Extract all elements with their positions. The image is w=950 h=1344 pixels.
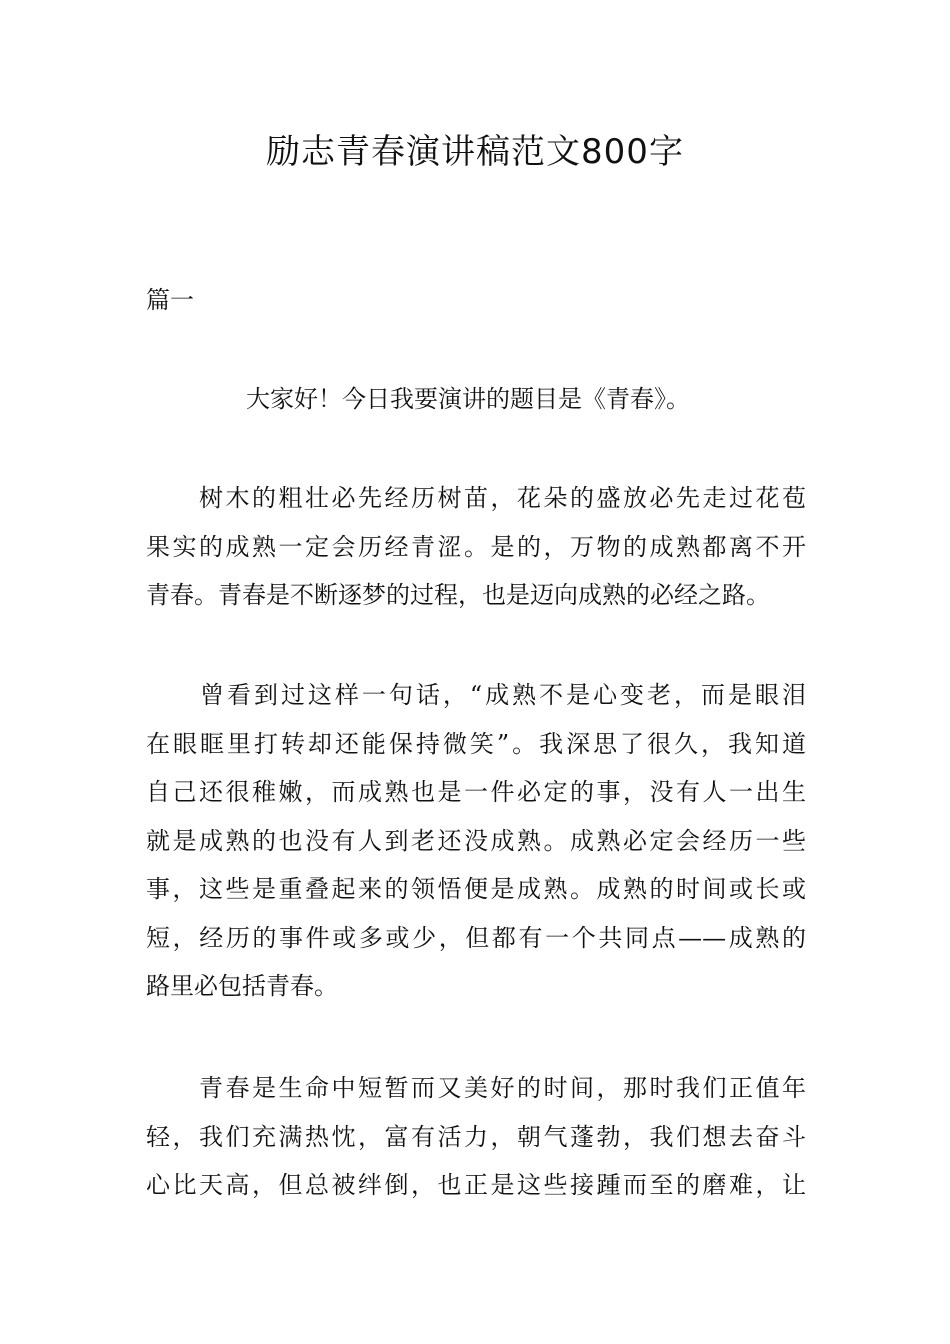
paragraph-line: 自己还很稚嫩，而成熟也是一件必定的事，没有人一出生 [146, 778, 806, 806]
document-title: 励志青春演讲稿范文800字 [266, 132, 684, 172]
paragraph-line: 曾看到过这样一句话，“成熟不是心变老，而是眼泪 [146, 681, 806, 709]
paragraph-line: 短，经历的事件或多或少，但都有一个共同点——成熟的 [146, 923, 806, 952]
paragraph-line: 在眼眶里打转却还能保持微笑”。我深思了很久，我知道 [146, 729, 806, 758]
paragraph-line: 树木的粗壮必先经历树苗，花朵的盛放必先走过花苞 [146, 484, 806, 512]
paragraph-line: 就是成熟的也没有人到老还没成熟。成熟必定会经历一些 [146, 826, 806, 855]
paragraph-line: 路里必包括青春。 [146, 972, 338, 1000]
paragraph-line: 事，这些是重叠起来的领悟便是成熟。成熟的时间或长或 [146, 875, 806, 903]
paragraph-1 [146, 474, 806, 620]
paragraph-line: 轻，我们充满热忱，富有活力，朝气蓬勃，我们想去奋斗 [146, 1122, 806, 1151]
section-label: 篇一 [146, 286, 194, 314]
paragraph-line: 青春。青春是不断逐梦的过程，也是迈向成熟的必经之路。 [146, 581, 770, 609]
paragraph-line: 果实的成熟一定会历经青涩。是的，万物的成熟都离不开 [146, 532, 806, 561]
paragraph-line: 青春是生命中短暂而又美好的时间，那时我们正值年 [146, 1074, 806, 1102]
paragraph-3 [146, 1064, 806, 1210]
greeting-line: 大家好！今日我要演讲的题目是《青春》。 [246, 385, 690, 413]
paragraph-line: 心比天高，但总被绊倒，也正是这些接踵而至的磨难，让 [146, 1171, 806, 1199]
paragraph-2 [146, 671, 806, 1011]
